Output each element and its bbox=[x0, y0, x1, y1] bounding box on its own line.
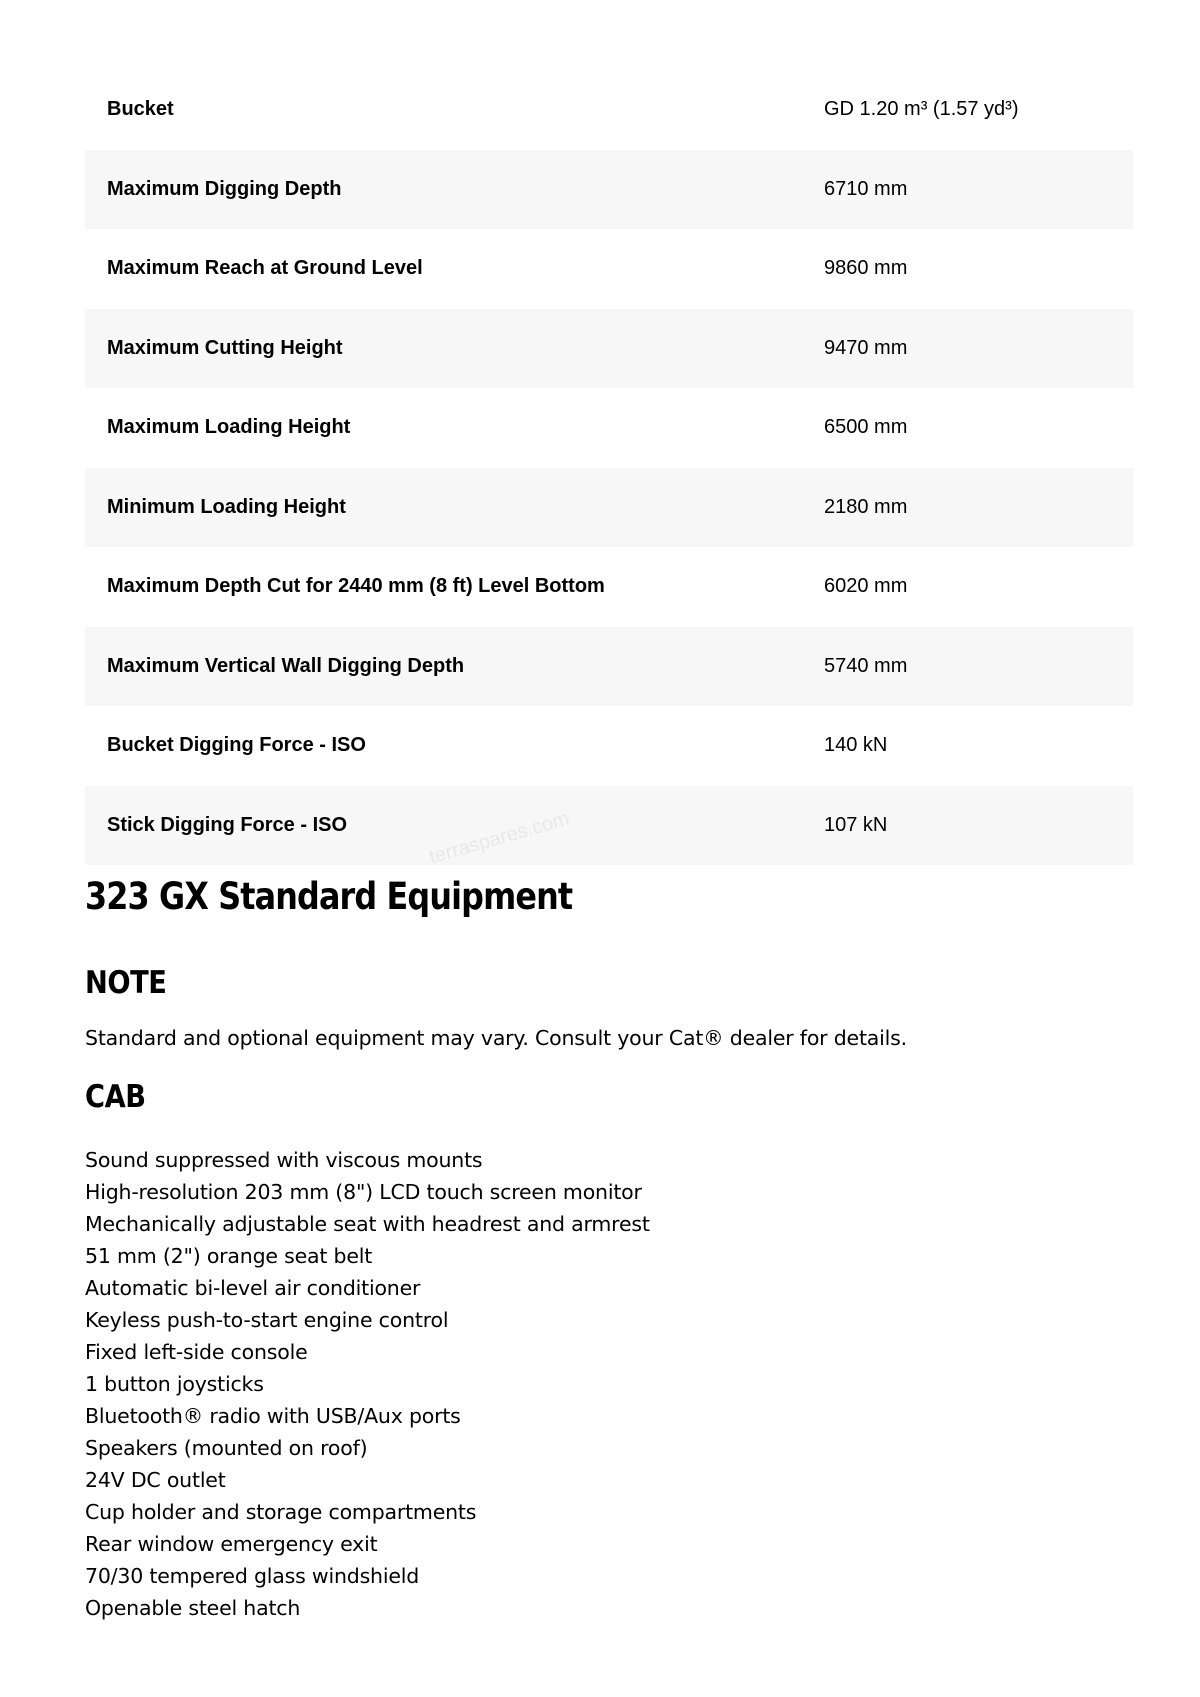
list-item: Speakers (mounted on roof) bbox=[85, 1436, 368, 1460]
table-row bbox=[85, 627, 1133, 707]
spec-label: Maximum Cutting Height bbox=[107, 336, 343, 359]
cab-heading: CAB bbox=[85, 1079, 146, 1115]
spec-label: Bucket bbox=[107, 98, 174, 121]
note-text: Standard and optional equipment may vary. Consult your Cat® dealer for details. bbox=[85, 1026, 907, 1050]
spec-value: 5740 mm bbox=[824, 654, 908, 677]
spec-label: Maximum Depth Cut for 2440 mm (8 ft) Level Bottom bbox=[107, 575, 605, 598]
spec-label: Stick Digging Force - ISO bbox=[107, 813, 348, 836]
list-item: Mechanically adjustable seat with headrest and armrest bbox=[85, 1212, 650, 1236]
list-item: 24V DC outlet bbox=[85, 1468, 226, 1492]
list-item: Fixed left-side console bbox=[85, 1340, 308, 1364]
section-title: 323 GX Standard Equipment bbox=[85, 875, 573, 918]
spec-value: 6020 mm bbox=[824, 575, 908, 598]
spec-label: Maximum Digging Depth bbox=[107, 177, 342, 200]
spec-value: 140 kN bbox=[824, 734, 888, 757]
table-row bbox=[85, 468, 1133, 548]
spec-value: 9860 mm bbox=[824, 257, 908, 280]
list-item: Automatic bi-level air conditioner bbox=[85, 1276, 421, 1300]
list-item: Cup holder and storage compartments bbox=[85, 1500, 477, 1524]
spec-label: Bucket Digging Force - ISO bbox=[107, 734, 366, 757]
list-item: Rear window emergency exit bbox=[85, 1532, 378, 1556]
spec-value: 6500 mm bbox=[824, 416, 908, 439]
spec-label: Maximum Loading Height bbox=[107, 416, 351, 439]
list-item: Keyless push-to-start engine control bbox=[85, 1308, 449, 1332]
list-item: 1 button joysticks bbox=[85, 1372, 264, 1396]
spec-value: 2180 mm bbox=[824, 495, 908, 518]
list-item: Openable steel hatch bbox=[85, 1596, 301, 1620]
spec-label: Minimum Loading Height bbox=[107, 495, 346, 518]
table-row bbox=[85, 150, 1133, 230]
table-row bbox=[85, 229, 1133, 309]
note-heading: NOTE bbox=[85, 965, 167, 1001]
list-item: 51 mm (2") orange seat belt bbox=[85, 1244, 373, 1268]
spec-value: 6710 mm bbox=[824, 177, 908, 200]
spec-value: 9470 mm bbox=[824, 336, 908, 359]
list-item: High-resolution 203 mm (8") LCD touch screen monitor bbox=[85, 1180, 642, 1204]
table-row bbox=[85, 547, 1133, 627]
table-row bbox=[85, 706, 1133, 786]
table-row bbox=[85, 309, 1133, 389]
spec-label: Maximum Vertical Wall Digging Depth bbox=[107, 654, 465, 677]
table-row bbox=[85, 70, 1133, 150]
list-item: Sound suppressed with viscous mounts bbox=[85, 1148, 483, 1172]
spec-value: GD 1.20 m³ (1.57 yd³) bbox=[824, 98, 1019, 121]
spec-value: 107 kN bbox=[824, 813, 888, 836]
spec-document bbox=[85, 70, 1133, 1624]
spec-label: Maximum Reach at Ground Level bbox=[107, 257, 423, 280]
list-item: Bluetooth® radio with USB/Aux ports bbox=[85, 1404, 461, 1428]
watermark-text: terraspares.com bbox=[426, 807, 572, 869]
list-item: 70/30 tempered glass windshield bbox=[85, 1564, 420, 1588]
spec-table bbox=[85, 70, 1133, 865]
table-row bbox=[85, 786, 1133, 866]
table-row bbox=[85, 388, 1133, 468]
cab-equipment-list bbox=[85, 1144, 1133, 1624]
